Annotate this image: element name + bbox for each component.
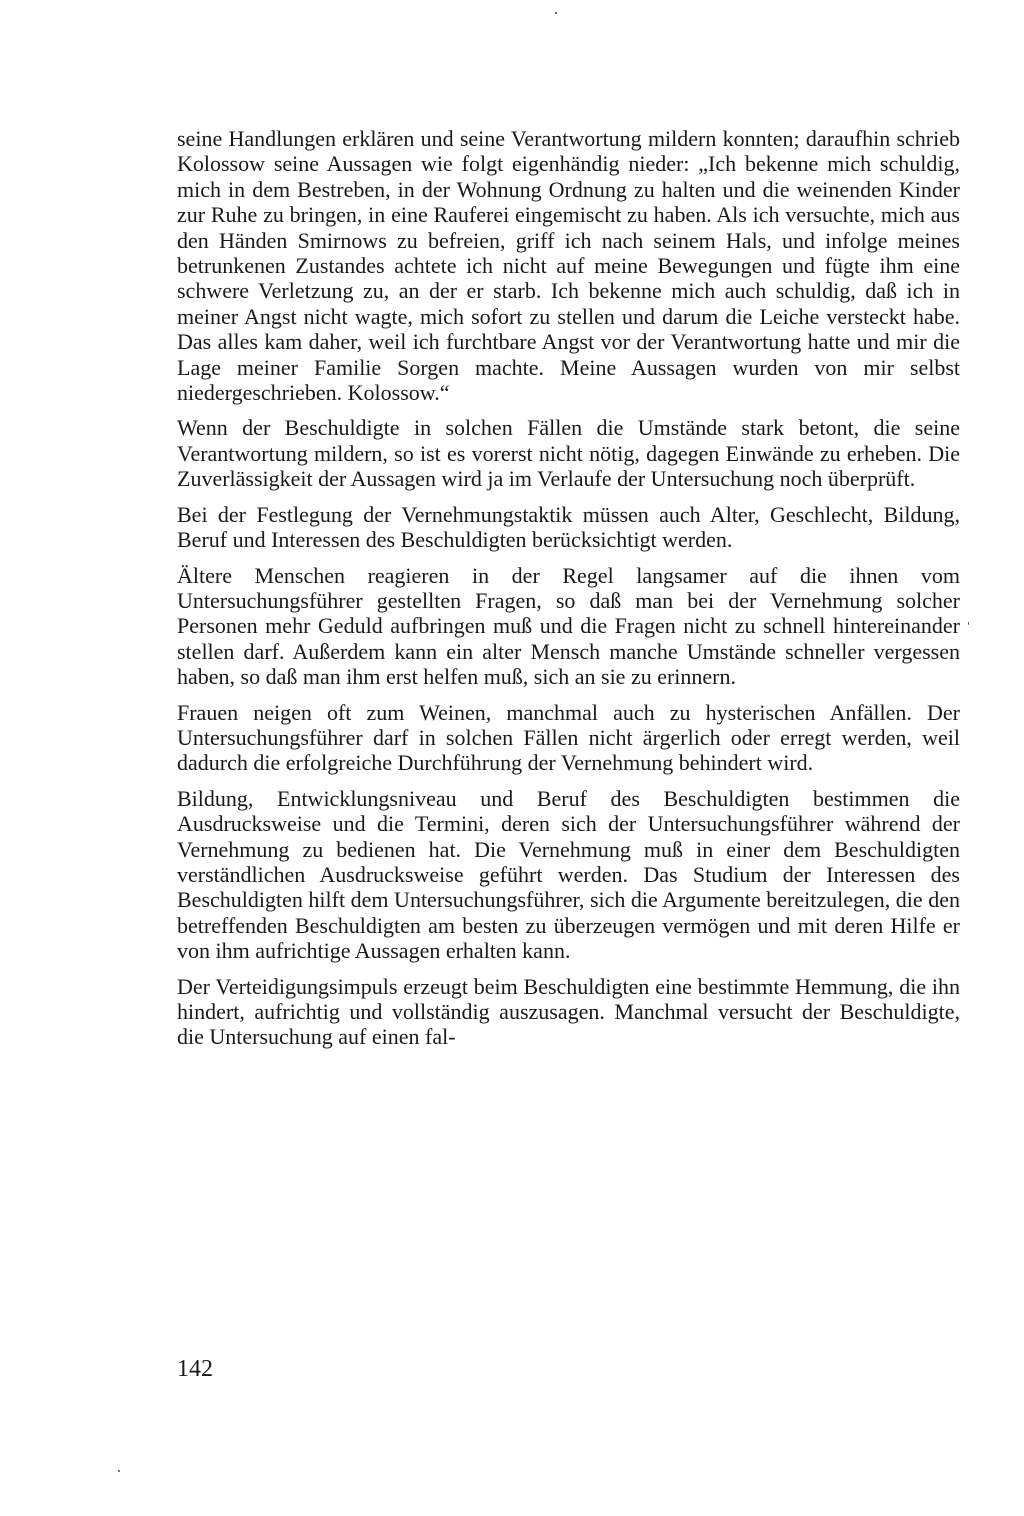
body-text	[177, 126, 960, 1050]
paragraph-4: Ältere Menschen reagieren in der Regel langsamer auf die ihnen vom Untersuchungsführer gestellten Fragen, so daß man bei der Vernehmung solcher Personen mehr Geduld aufbringen muß und die Fragen nicht zu schnell hintereinander stellen darf. Außerdem kann ein alter Mensch manche Umstände schneller vergessen haben, so daß man ihm erst helfen muß, sich an sie zu erinnern.	[177, 562, 960, 690]
paragraph-3: Bei der Festlegung der Vernehmungstaktik müssen auch Alter, Geschlecht, Bildung, Beruf und Interessen des Beschuldigten berücksichtigt werden.	[177, 501, 960, 553]
paragraph-7: Der Verteidigungsimpuls erzeugt beim Beschuldigten eine bestimmte Hemmung, die ihn hindert, aufrichtig und vollständig auszusagen. Manchmal versucht der Beschuldigte, die Untersuchung auf einen fal-	[177, 973, 960, 1050]
scan-speck	[555, 12, 557, 14]
paragraph-2: Wenn der Beschuldigte in solchen Fällen die Umstände stark betont, die seine Verantwortung mildern, so ist es vorerst nicht nötig, dagegen Einwände zu erheben. Die Zuverlässigkeit der Aussagen wird ja im Verlaufe der Untersuchung noch überprüft.	[177, 415, 960, 492]
paragraph-5: Frauen neigen oft zum Weinen, manchmal auch zu hysterischen Anfällen. Der Untersuchungsführer darf in solchen Fällen nicht ärgerlich oder erregt werden, weil dadurch die erfolgreiche Durchführung der Vernehmung behindert wird.	[177, 699, 960, 776]
page-number: 142	[177, 1356, 213, 1382]
scan-speck	[118, 1470, 120, 1472]
paragraph-1: seine Handlungen erklären und seine Verantwortung mildern konnten; daraufhin schrieb Kolossow seine Aussagen wie folgt eigenhändig nieder: „Ich bekenne mich schuldig, mich in dem Bestreben, in der Wohnung Ordnung zu halten und die weinenden Kinder zur Ruhe zu bringen, in eine Rauferei eingemischt zu haben. Als ich versuchte, mich aus den Händen Smirnows zu befreien, griff ich nach seinem Hals, und infolge meines betrunkenen Zustandes achtete ich nicht auf meine Bewegungen und fügte ihm eine schwere Verletzung zu, an der er starb. Ich bekenne mich auch schuldig, daß ich in meiner Angst nicht wagte, mich sofort zu stellen und darum die Leiche versteckt habe. Das alles kam daher, weil ich furchtbare Angst vor der Verantwortung hatte und mir die Lage meiner Familie Sorgen machte. Meine Aussagen wurden von mir selbst niedergeschrieben. Kolossow.“	[177, 126, 960, 406]
paragraph-6: Bildung, Entwicklungsniveau und Beruf des Beschuldigten bestimmen die Ausdrucksweise und die Termini, deren sich der Untersuchungsführer während der Vernehmung zu bedienen hat. Die Vernehmung muß in einer dem Beschuldigten verständlichen Ausdrucksweise geführt werden. Das Studium der Interessen des Beschuldigten hilft dem Untersuchungsführer, sich die Argumente bereitzulegen, die den betreffenden Beschuldigten am besten zu überzeugen vermögen und mit deren Hilfe er von ihm aufrichtige Aussagen erhalten kann.	[177, 785, 960, 964]
scan-speck	[968, 622, 969, 625]
